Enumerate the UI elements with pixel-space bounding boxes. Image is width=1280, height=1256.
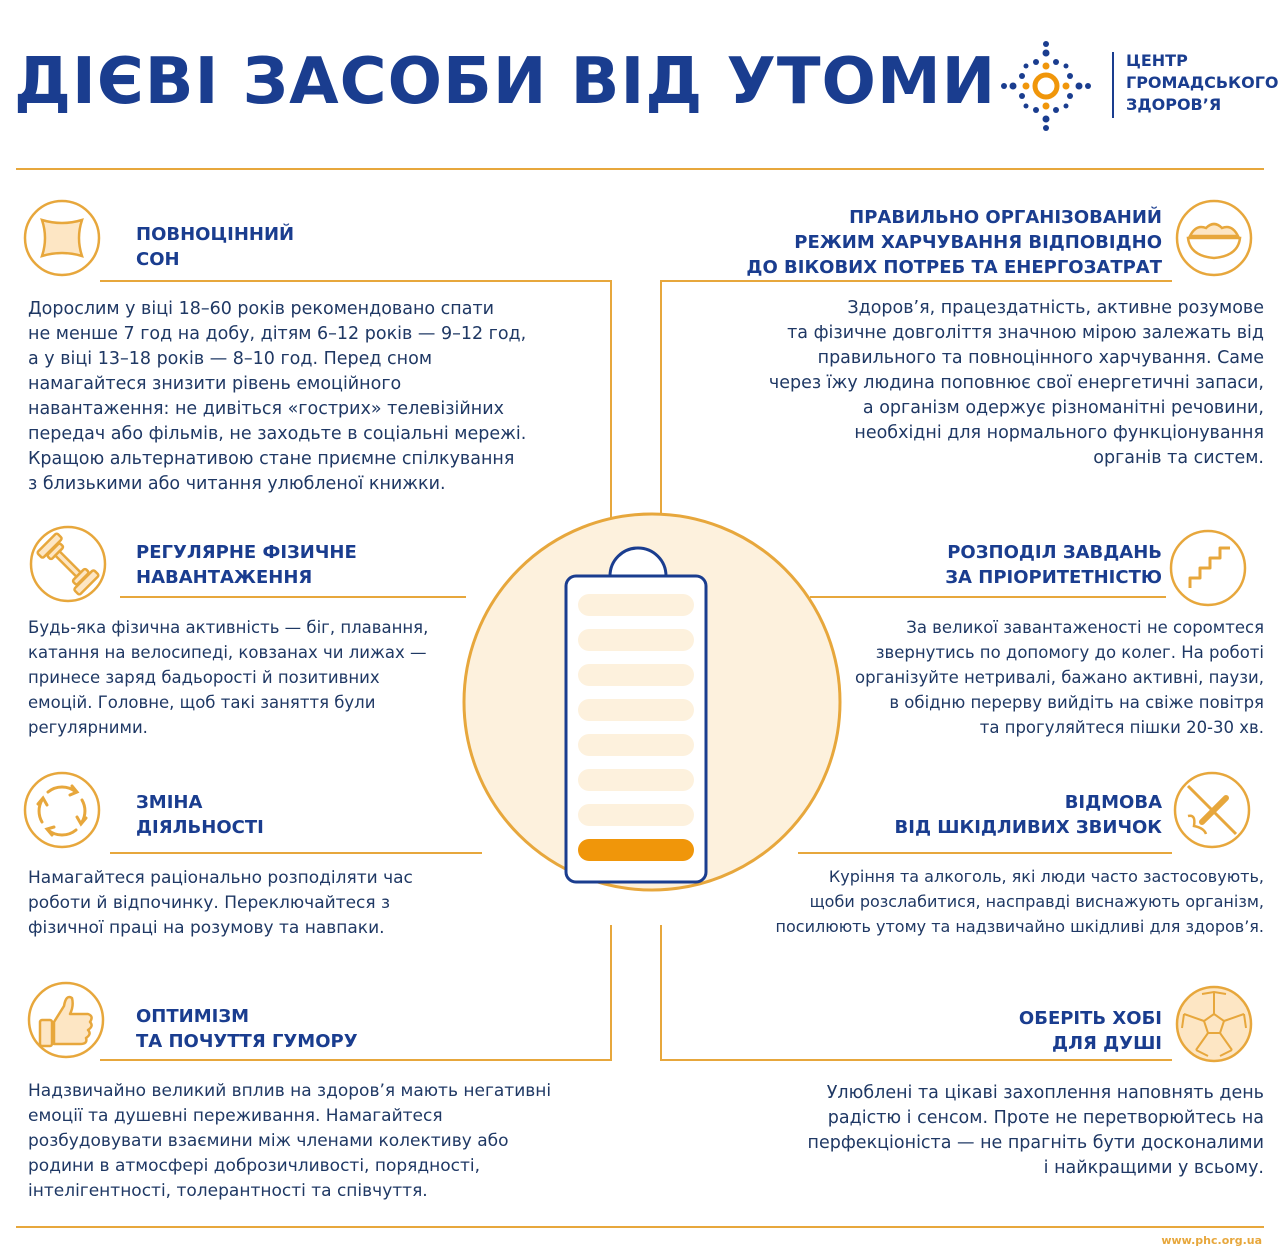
sleep-heading bbox=[136, 222, 294, 272]
text-line: емоцій. Головне, щоб такі заняття були bbox=[28, 693, 376, 712]
activity-change-heading bbox=[136, 790, 264, 840]
divider bbox=[110, 852, 482, 854]
battery-icon bbox=[460, 510, 844, 894]
battery-cell-empty bbox=[578, 664, 694, 686]
text-line: передач або фільмів, не заходьте в соціальні мережі. bbox=[28, 424, 527, 444]
divider bbox=[660, 1059, 1172, 1061]
divider bbox=[610, 280, 612, 520]
text-line: Кращою альтернативою стане приємне спілкування bbox=[28, 449, 515, 469]
divider bbox=[100, 280, 612, 282]
battery-cell-empty bbox=[578, 699, 694, 721]
heading-line: ТА ПОЧУТТЯ ГУМОРУ bbox=[136, 1031, 358, 1052]
logo-divider bbox=[1112, 52, 1114, 118]
text-line: посилюють утому та надзвичайно шкідливі для здоров’я. bbox=[775, 917, 1264, 936]
footer-url[interactable]: www.phc.org.ua bbox=[1161, 1234, 1262, 1247]
thumbs-up-icon bbox=[26, 980, 106, 1060]
text-line: розбудовувати взаємини між членами колективу або bbox=[28, 1131, 509, 1151]
heading-line: ДЛЯ ДУШІ bbox=[1052, 1033, 1162, 1054]
text-line: необхідні для нормального функціонування bbox=[854, 423, 1264, 443]
heading-line: ВІДМОВА bbox=[1064, 792, 1162, 813]
logo-icon bbox=[998, 38, 1094, 134]
exercise-heading bbox=[136, 540, 357, 590]
ball-icon bbox=[1174, 984, 1254, 1064]
divider bbox=[660, 280, 1172, 282]
battery-cell-empty bbox=[578, 594, 694, 616]
text-line: Улюблені та цікаві захоплення наповнять день bbox=[826, 1083, 1264, 1103]
battery-cell-empty bbox=[578, 734, 694, 756]
divider bbox=[660, 280, 662, 520]
logo-line: ЗДОРОВ’Я bbox=[1126, 95, 1222, 114]
text-line: Дорослим у віці 18–60 років рекомендовано спати bbox=[28, 299, 495, 319]
battery-cell-empty bbox=[578, 804, 694, 826]
bowl-icon bbox=[1174, 198, 1254, 278]
text-line: Здоров’я, працездатність, активне розумове bbox=[847, 298, 1264, 318]
text-line: регулярними. bbox=[28, 718, 148, 737]
heading-line: ПРАВИЛЬНО ОРГАНІЗОВАНИЙ bbox=[849, 207, 1162, 228]
no-smoking-icon bbox=[1172, 770, 1252, 850]
page-title: ДІЄВІ ЗАСОБИ ВІД УТОМИ bbox=[14, 45, 997, 119]
heading-line: ВІД ШКІДЛИВИХ ЗВИЧОК bbox=[894, 817, 1162, 838]
text-line: родини в атмосфері доброзичливості, порядності, bbox=[28, 1156, 481, 1176]
text-line: навантаження: не дивіться «гострих» телевізійних bbox=[28, 399, 504, 419]
text-line: органів та систем. bbox=[1093, 448, 1264, 468]
divider bbox=[120, 596, 466, 598]
text-line: перфекціоніста — не прагніть бути досконалими bbox=[807, 1133, 1264, 1153]
optimism-heading bbox=[136, 1004, 358, 1054]
text-line: намагайтеся знизити рівень емоційного bbox=[28, 374, 402, 394]
battery-cell-empty bbox=[578, 769, 694, 791]
pillow-icon bbox=[22, 198, 102, 278]
sleep-text bbox=[28, 297, 526, 497]
header-divider bbox=[16, 168, 1264, 170]
heading-line: ПОВНОЦІННИЙ bbox=[136, 224, 295, 245]
text-line: щоби розслабитися, насправді виснажують організм, bbox=[809, 892, 1264, 911]
habits-heading bbox=[895, 790, 1162, 840]
divider bbox=[660, 925, 662, 1061]
text-line: в обідню перерву вийдіть на свіже повітря bbox=[889, 693, 1264, 712]
optimism-text bbox=[28, 1079, 551, 1204]
logo-line: ГРОМАДСЬКОГО bbox=[1126, 73, 1279, 92]
heading-line: ДО ВІКОВИХ ПОТРЕБ ТА ЕНЕРГОЗАТРАТ bbox=[746, 257, 1162, 278]
text-line: катання на велосипеді, ковзанах чи лижах — bbox=[28, 643, 427, 662]
text-line: через їжу людина поповнює свої енергетичні запаси, bbox=[768, 373, 1264, 393]
text-line: принесе заряд бадьорості й позитивних bbox=[28, 668, 380, 687]
priorities-text bbox=[855, 615, 1264, 740]
activity-change-text bbox=[28, 866, 413, 941]
heading-line: ДІЯЛЬНОСТІ bbox=[136, 817, 264, 838]
heading-line: ОПТИМІЗМ bbox=[136, 1006, 250, 1027]
text-line: Надзвичайно великий вплив на здоров’я мають негативні bbox=[28, 1081, 552, 1101]
text-line: з близькими або читання улюбленої книжки. bbox=[28, 474, 446, 494]
text-line: фізичної праці на розумову та навпаки. bbox=[28, 918, 385, 938]
hobby-text bbox=[808, 1081, 1264, 1181]
text-line: інтелігентності, толерантності та співчуття. bbox=[28, 1181, 428, 1201]
cycle-arrows-icon bbox=[22, 770, 102, 850]
text-line: За великої завантаженості не соромтеся bbox=[906, 618, 1264, 637]
text-line: роботи й відпочинку. Переключайтеся з bbox=[28, 893, 391, 913]
exercise-text bbox=[28, 615, 428, 740]
text-line: і найкращими у всьому. bbox=[1043, 1158, 1264, 1178]
text-line: а організм одержує різноманітні речовини, bbox=[862, 398, 1264, 418]
text-line: та прогуляйтеся пішки 20-30 хв. bbox=[979, 718, 1264, 737]
dumbbell-icon bbox=[28, 524, 108, 604]
text-line: емоції та душевні переживання. Намагайтеся bbox=[28, 1106, 443, 1126]
text-line: організуйте нетривалі, бажано активні, паузи, bbox=[855, 668, 1264, 687]
divider bbox=[100, 1059, 612, 1061]
divider bbox=[798, 852, 1172, 854]
divider bbox=[610, 925, 612, 1061]
heading-line: ОБЕРІТЬ ХОБІ bbox=[1018, 1008, 1162, 1029]
divider bbox=[810, 596, 1166, 598]
battery-cell-filled bbox=[578, 839, 694, 861]
text-line: та фізичне довголіття значною мірою залежать від bbox=[787, 323, 1264, 343]
battery-cell-empty bbox=[578, 629, 694, 651]
logo-text bbox=[1126, 50, 1279, 116]
text-line: звернутись по допомогу до колег. На роботі bbox=[875, 643, 1264, 662]
text-line: Намагайтеся раціонально розподіляти час bbox=[28, 868, 413, 888]
stairs-icon bbox=[1168, 528, 1248, 608]
text-line: не менше 7 год на добу, дітям 6–12 років — 9–12 год, bbox=[28, 324, 527, 344]
heading-line: ЗМІНА bbox=[136, 792, 203, 813]
logo-line: ЦЕНТР bbox=[1126, 51, 1188, 70]
heading-line: РЕЖИМ ХАРЧУВАННЯ ВІДПОВІДНО bbox=[794, 232, 1162, 253]
heading-line: РЕГУЛЯРНЕ ФІЗИЧНЕ bbox=[136, 542, 357, 563]
heading-line: НАВАНТАЖЕННЯ bbox=[136, 567, 313, 588]
heading-line: РОЗПОДІЛ ЗАВДАНЬ bbox=[947, 542, 1162, 563]
text-line: а у віці 13–18 років — 8–10 год. Перед сном bbox=[28, 349, 433, 369]
hobby-heading bbox=[1019, 1006, 1162, 1056]
nutrition-heading bbox=[746, 205, 1162, 280]
priorities-heading bbox=[945, 540, 1162, 590]
heading-line: СОН bbox=[136, 249, 180, 270]
nutrition-text bbox=[769, 296, 1264, 471]
text-line: Будь-яка фізична активність — біг, плавання, bbox=[28, 618, 429, 637]
habits-text bbox=[776, 864, 1264, 939]
text-line: Куріння та алкоголь, які люди часто застосовують, bbox=[828, 867, 1264, 886]
heading-line: ЗА ПРІОРИТЕТНІСТЮ bbox=[945, 567, 1162, 588]
footer-divider bbox=[16, 1226, 1264, 1228]
text-line: радістю і сенсом. Проте не перетворюйтесь на bbox=[827, 1108, 1264, 1128]
text-line: правильного та повноцінного харчування. Саме bbox=[817, 348, 1264, 368]
